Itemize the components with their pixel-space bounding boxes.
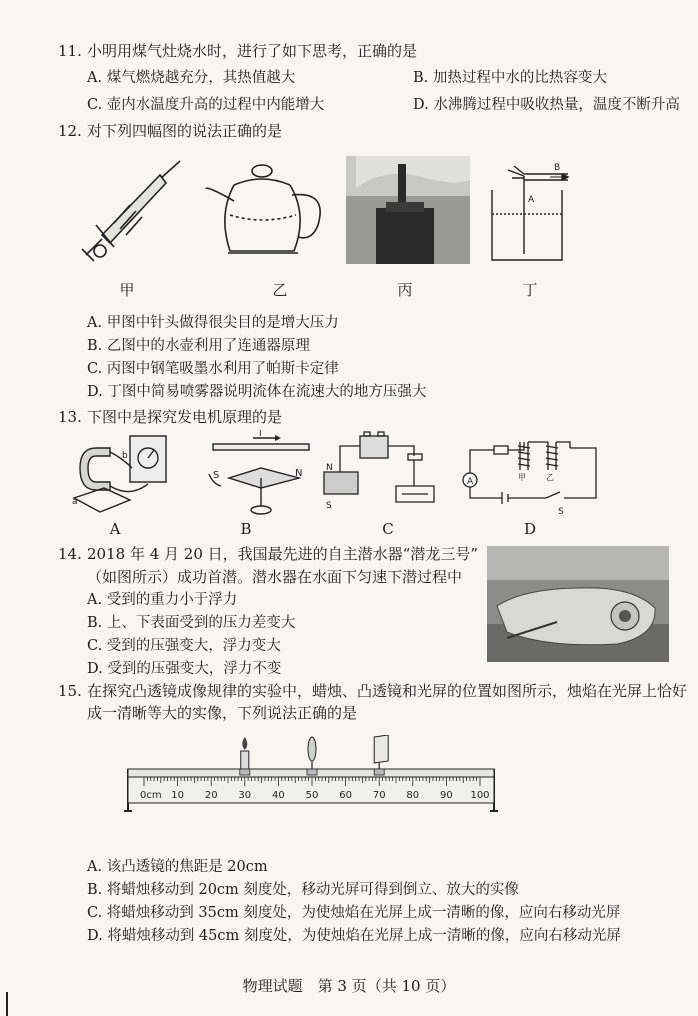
ruler-tick-label: 30 [238, 790, 252, 801]
ruler-tick-label: 0cm [140, 790, 162, 801]
figure-c-north: N [326, 463, 333, 473]
ruler-tick-label: 10 [171, 790, 184, 801]
q12-label-jia: 甲 [119, 281, 135, 299]
ruler-tick-label: 60 [339, 790, 352, 801]
q15-number: 15. [58, 682, 82, 700]
submersible-photo [487, 546, 669, 662]
electromagnet-figure-d [458, 428, 604, 520]
q14-option-d: D. 受到的压强变大，浮力不变 [87, 661, 282, 677]
q11-number: 11. [58, 42, 82, 60]
q13-label-b: B [240, 520, 252, 538]
q12-number: 12. [58, 122, 82, 140]
generator-figure-a [70, 428, 170, 520]
q11-stem: 小明用煤气灶烧水时，进行了如下思考，正确的是 [87, 42, 418, 60]
q12-label-ding: 丁 [522, 281, 538, 299]
q14-option-a: A. 受到的重力小于浮力 [87, 592, 238, 608]
figure-c-south: S [326, 501, 332, 511]
q13-label-a: A [109, 520, 121, 538]
q12-option-a: A. 甲图中针头做得很尖目的是增大压力 [87, 315, 339, 331]
q15-option-c: C. 将蜡烛移动到 35cm 刻度处，为使烛焰在光屏上成一清晰的像，应向右移动光屏 [87, 905, 621, 921]
lens-holder [307, 769, 317, 775]
ruler-tick-label: 20 [204, 790, 218, 801]
q15-option-a: A. 该凸透镜的焦距是 20cm [87, 859, 268, 875]
light-screen [374, 735, 388, 763]
q14-number: 14. [58, 545, 82, 563]
teapot-figure [200, 155, 330, 270]
page-footer: 物理试题 第 3 页（共 10 页） [242, 977, 456, 995]
q12-option-c: C. 丙图中钢笔吸墨水利用了帕斯卡定律 [87, 361, 339, 377]
q11-option-d: D. 水沸腾过程中吸收热量，温度不断升高 [413, 97, 680, 113]
oersted-figure-b [205, 430, 317, 518]
q13-stem: 下图中是探究发电机原理的是 [87, 408, 283, 426]
fountain-pen-photo [346, 156, 470, 264]
figure-d-yi: 乙 [546, 473, 554, 482]
ruler-tick-label: 50 [305, 790, 319, 801]
q14-stem-line2: （如图所示）成功首潜。潜水器在水面下匀速下潜过程中 [87, 568, 463, 586]
figure-d-switch: S [558, 507, 564, 517]
figure-b-current: I [259, 430, 262, 439]
figure-b-north: N [295, 468, 303, 479]
convex-lens [308, 737, 316, 761]
sprayer-label-b: B [554, 163, 561, 173]
figure-a-letter-b: b [122, 451, 128, 461]
figure-b-south: S [213, 470, 220, 481]
q11-option-c: C. 壶内水温度升高的过程中内能增大 [87, 97, 325, 113]
candle-flame [242, 737, 247, 750]
q12-label-yi: 乙 [272, 281, 288, 299]
q11-option-b: B. 加热过程中水的比热容变大 [413, 70, 607, 86]
q15-stem: 在探究凸透镜成像规律的实验中，蜡烛、凸透镜和光屏的位置如图所示，烛焰在光屏上恰好成一清晰等大的实像，下列说法正确的是 [87, 682, 688, 722]
q12-option-d: D. 丁图中简易喷雾器说明流体在流速大的地方压强大 [87, 384, 427, 400]
sprayer-label-a: A [528, 195, 535, 205]
screen-holder [374, 769, 384, 775]
q12-label-bing: 丙 [397, 281, 413, 299]
ruler-tick-label: 90 [440, 790, 453, 801]
candle-holder [240, 769, 250, 775]
q12-option-b: B. 乙图中的水壶利用了连通器原理 [87, 338, 310, 354]
q14-stem-line1: 2018 年 4 月 20 日，我国最先进的自主潜水器“潜龙三号” [87, 545, 478, 563]
figure-a-letter-a: a [72, 497, 78, 507]
q13-label-c: C [382, 520, 394, 538]
q15-option-b: B. 将蜡烛移动到 20cm 刻度处，移动光屏可得到倒立、放大的实像 [87, 882, 519, 898]
ruler-tick-label: 100 [470, 790, 490, 801]
q14-option-c: C. 受到的压强变大，浮力变大 [87, 638, 281, 654]
q13-label-d: D [523, 520, 537, 538]
q13-number: 13. [58, 408, 82, 426]
ruler-tick-label: 40 [272, 790, 285, 801]
scan-edge-mark [6, 992, 8, 1016]
q14-option-b: B. 上、下表面受到的压力差变大 [87, 615, 296, 631]
figure-d-ammeter: A [467, 477, 474, 487]
ruler-tick-label: 70 [372, 790, 386, 801]
q15-option-d: D. 将蜡烛移动到 45cm 刻度处，为使烛焰在光屏上成一清晰的像，应向右移动光屏 [87, 928, 621, 944]
q11-option-a: A. 煤气燃烧越充分，其热值越大 [87, 70, 296, 86]
q12-stem: 对下列四幅图的说法正确的是 [87, 122, 283, 140]
sprayer-figure [488, 160, 574, 264]
candle [241, 751, 249, 769]
optical-bench-figure [124, 735, 502, 817]
motor-figure-c [316, 428, 444, 522]
ruler-tick-label: 80 [406, 790, 420, 801]
syringe-figure [80, 155, 190, 270]
figure-d-jia: 甲 [518, 473, 526, 482]
